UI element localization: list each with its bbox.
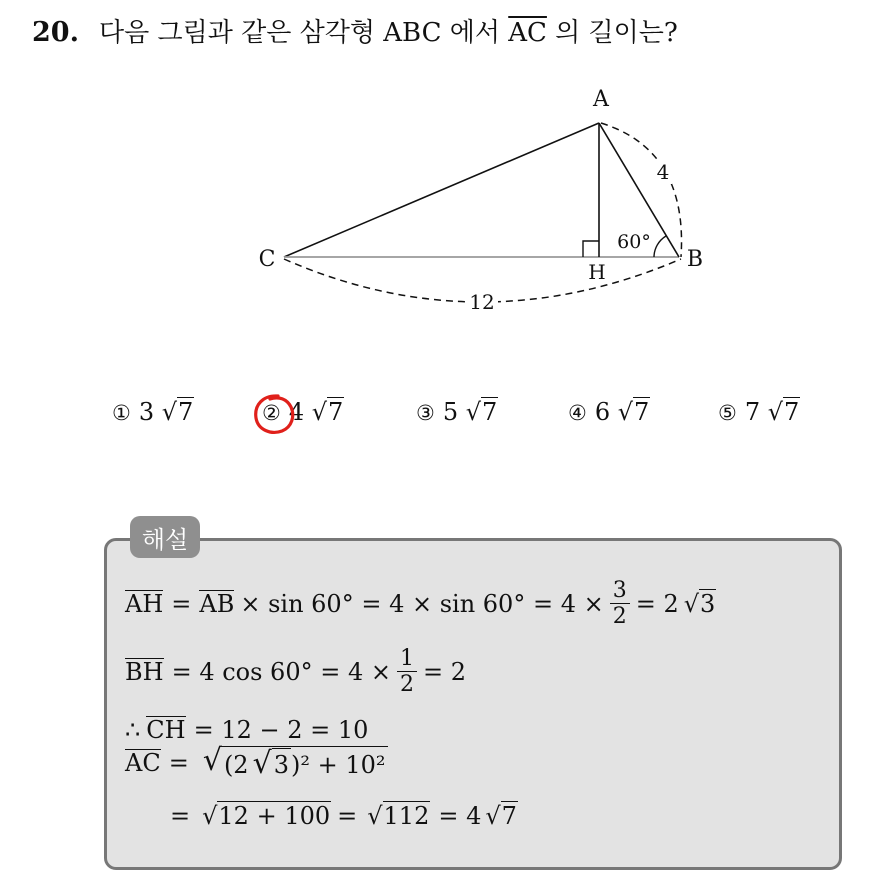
choice-1-coef: 3 (138, 398, 155, 426)
fraction-1-2: $\frac{1}{2}$ (397, 646, 417, 697)
solution-line-5: = √12 + 100 = √112 = 4 √7 (170, 802, 517, 830)
side-cb-length: 12 (469, 290, 495, 314)
solution-tab: 해설 (130, 516, 200, 558)
vertex-b-label: B (686, 247, 704, 272)
solution-line-4: AC = √ (2 √3)² + 10² (125, 743, 386, 781)
choice-2-sqrt: √7 (311, 398, 344, 426)
answer-circle-mark (251, 392, 297, 438)
choice-2-coef: 4 (288, 398, 305, 426)
segment-bh: BH (125, 657, 164, 686)
segment-ch: CH (146, 716, 186, 745)
segment-ab: AB (199, 589, 235, 618)
question (32, 12, 678, 49)
question-segment: $\overline{AC}$ (508, 18, 547, 48)
triangle-figure (0, 80, 884, 330)
choice-3-sqrt: √7 (465, 398, 498, 426)
question-text-after: 의 길이는? (555, 18, 678, 48)
solution-line-1: AH = AB × sin 60° = 4 × sin 60° = 4 × $\frac{3}{2}$ = 2 √3 (125, 578, 716, 629)
choice-3-number: ③ (416, 401, 435, 425)
question-number: 20. (32, 17, 79, 48)
vertex-h-label: H (588, 260, 606, 284)
fraction-3-2: $\frac{3}{2}$ (610, 578, 630, 629)
choices (0, 398, 884, 438)
question-text-before: 다음 그림과 같은 삼각형 ABC 에서 (98, 18, 500, 48)
segment-ah: AH (125, 589, 164, 618)
choice-4[interactable] (568, 398, 650, 426)
solution-line-3: ∴ CH = 12 − 2 = 10 (125, 716, 369, 745)
choice-5[interactable] (718, 398, 800, 426)
segment-ac: AC (125, 748, 161, 777)
angle-b-arc (654, 236, 666, 257)
choice-5-sqrt: √7 (767, 398, 800, 426)
choice-1[interactable] (112, 398, 194, 426)
solution-line-2: BH = 4 cos 60° = 4 × $\frac{1}{2}$ = 2 (125, 646, 466, 697)
side-ab-length: 4 (656, 160, 670, 184)
choice-2-number: ② (262, 401, 281, 425)
choice-4-sqrt: √7 (617, 398, 650, 426)
choice-3[interactable] (416, 398, 498, 426)
sqrt-expression-ac: √ (2 √3)² + 10² (202, 743, 386, 781)
choice-5-number: ⑤ (718, 401, 737, 425)
sqrt-112: √112 (367, 802, 430, 830)
sqrt-7: √7 (485, 802, 517, 830)
choice-4-coef: 6 (594, 398, 611, 426)
vertex-a-label: A (593, 87, 609, 112)
therefore-symbol: ∴ (125, 716, 141, 744)
choice-1-sqrt: √7 (161, 398, 194, 426)
angle-b-value: 60° (617, 231, 651, 253)
sqrt-3: √3 (683, 589, 716, 618)
choice-4-number: ④ (568, 401, 587, 425)
side-ca (284, 123, 599, 257)
choice-5-coef: 7 (744, 398, 761, 426)
right-angle-mark (583, 241, 599, 257)
sqrt-12-plus-100: √12 + 100 (202, 802, 331, 830)
vertex-c-label: C (258, 247, 276, 272)
choice-3-coef: 5 (442, 398, 459, 426)
choice-1-number: ① (112, 401, 131, 425)
